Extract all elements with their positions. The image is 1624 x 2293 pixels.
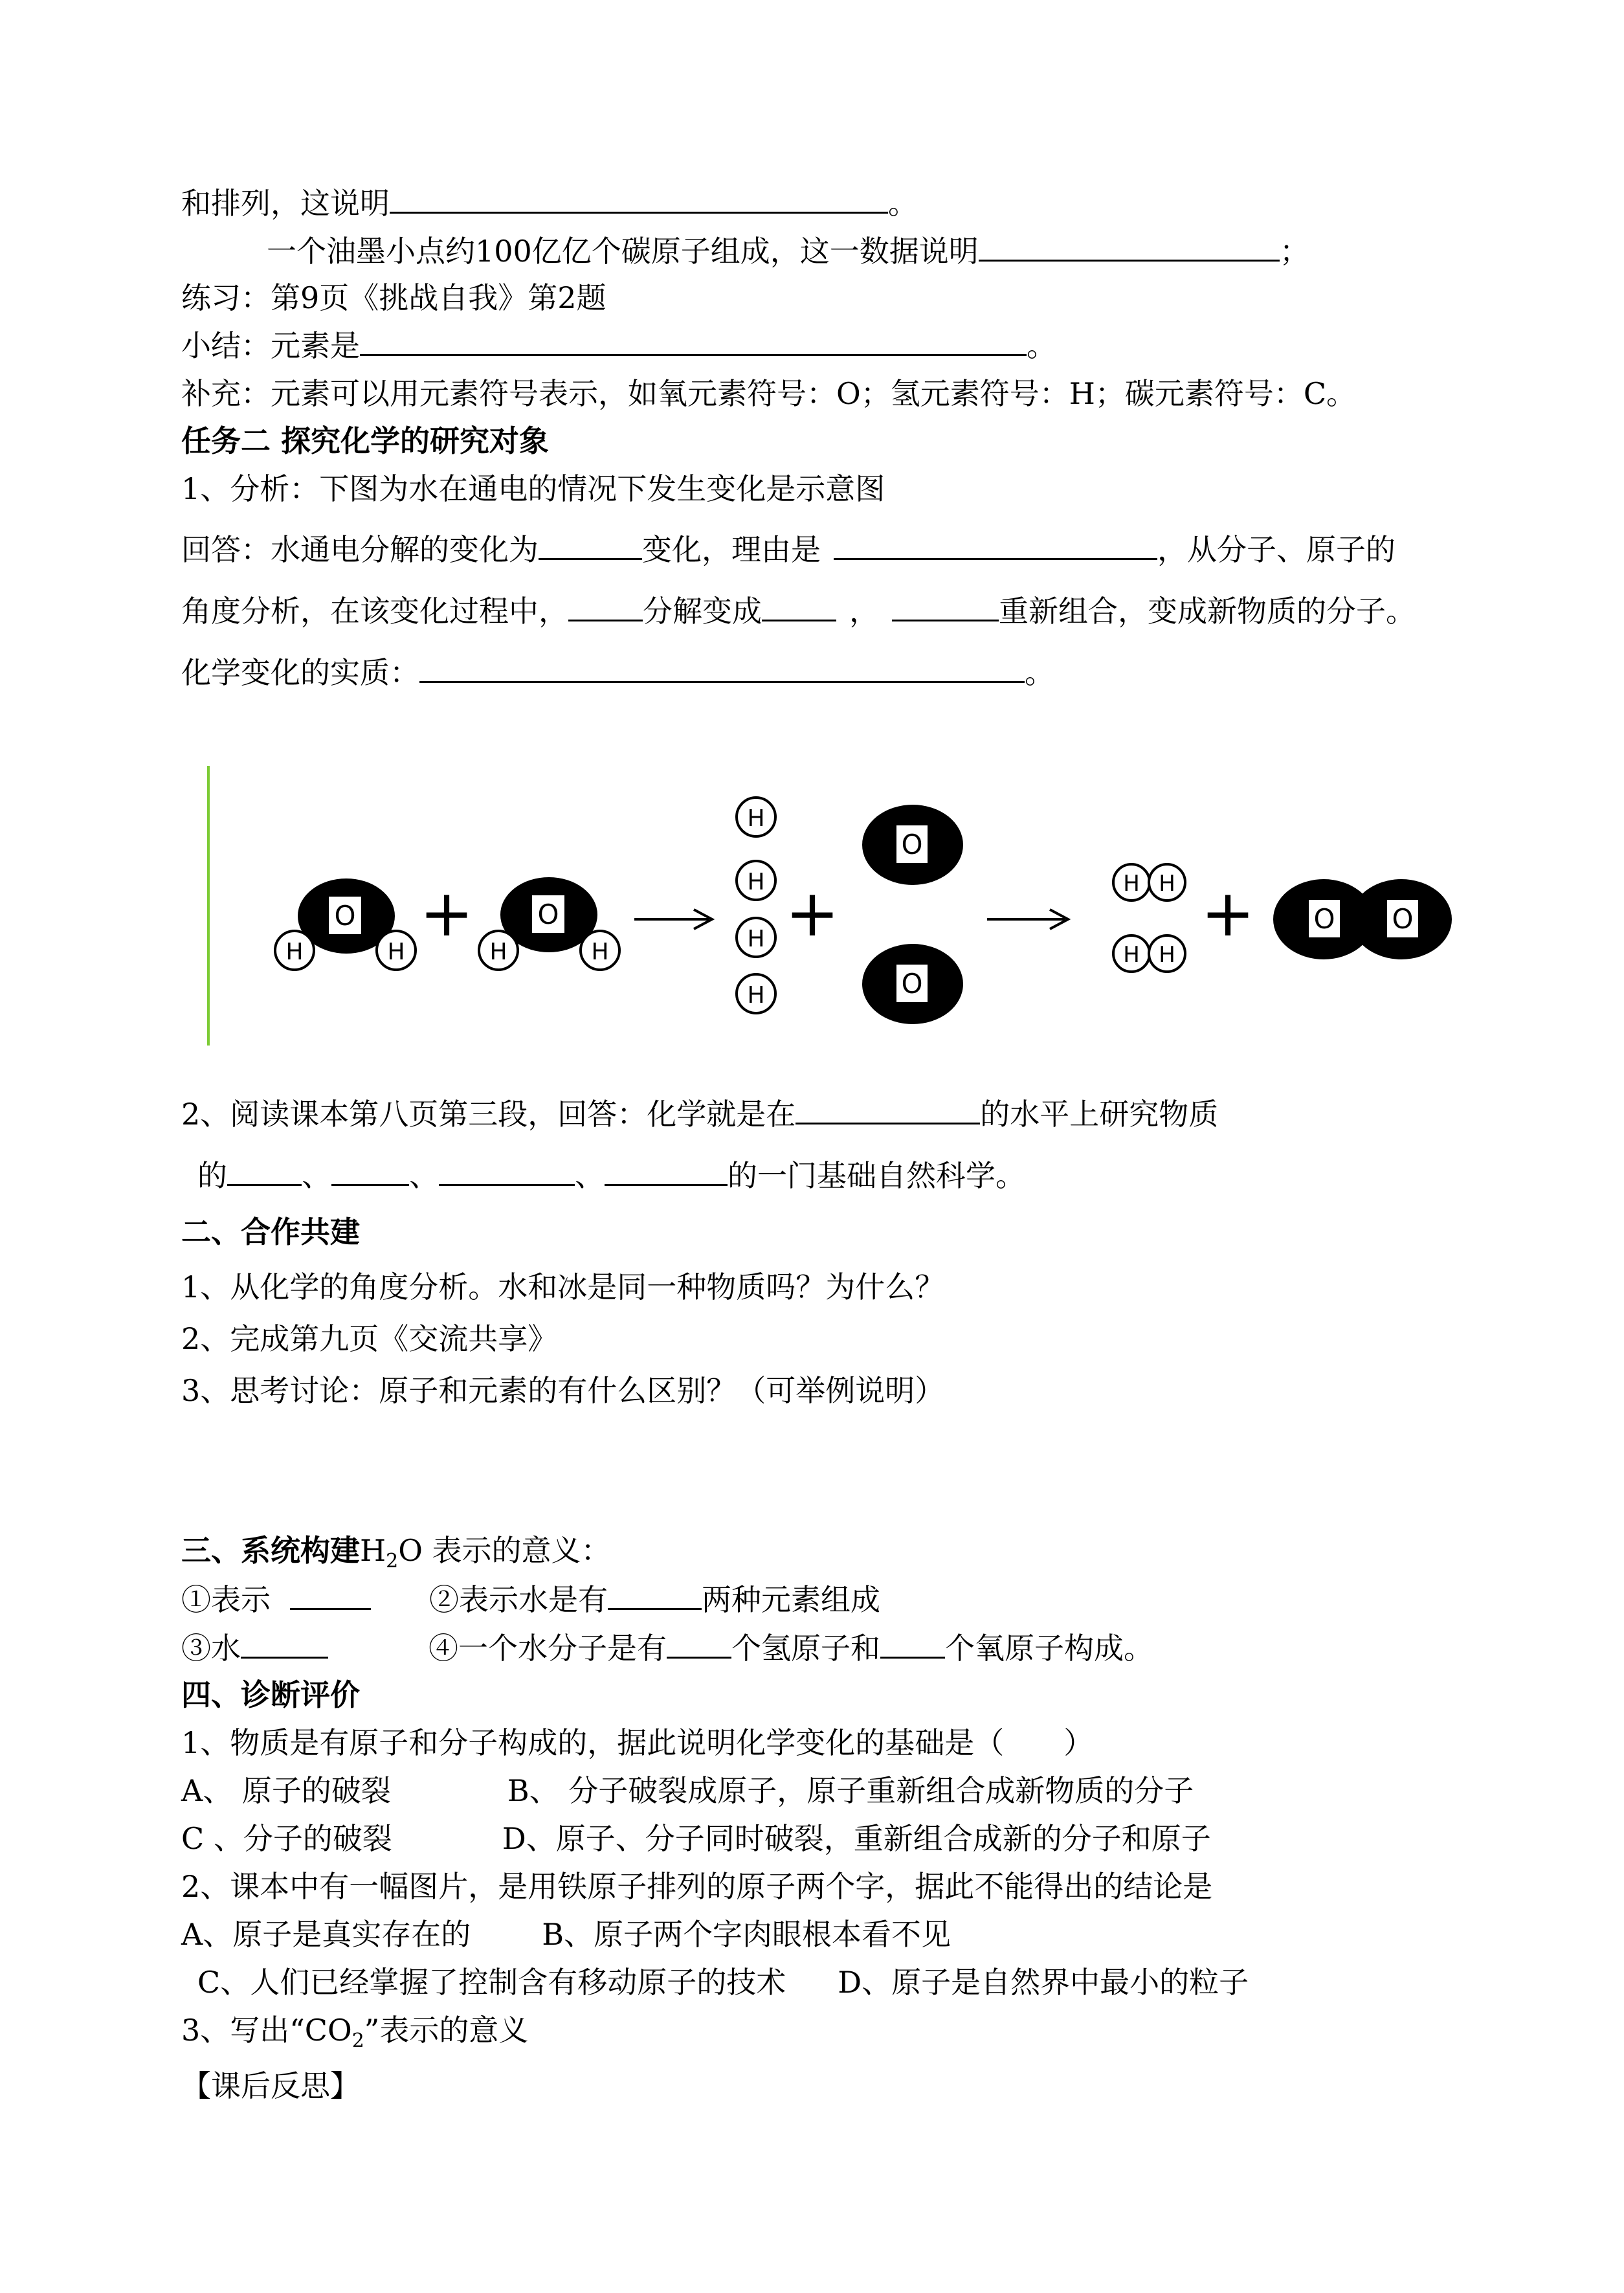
answer-blank[interactable] (241, 1628, 328, 1659)
line-text: 的一门基础自然科学。 (728, 1158, 1025, 1193)
water-molecule (479, 877, 619, 970)
section-heading (181, 421, 549, 460)
text-line (181, 1915, 951, 1954)
text-line (181, 1867, 1212, 1906)
oxygen-label: O (1392, 903, 1414, 935)
text-line (181, 1371, 944, 1410)
line-text: 、 (409, 1158, 439, 1193)
line-text: 、 (302, 1158, 331, 1193)
section-heading (181, 1213, 360, 1251)
hydrogen-label: H (1159, 871, 1175, 897)
text-line (181, 2011, 528, 2061)
hydrogen-molecules (1113, 864, 1185, 972)
answer-blank[interactable] (227, 1156, 302, 1186)
heading-text: 任务二 探究化学的研究对象 (181, 423, 550, 458)
text-line (267, 231, 1309, 271)
text-line (181, 1319, 557, 1358)
line-text: 1、分析：下图为水在通电的情况下发生变化是示意图 (181, 471, 885, 506)
text-line (197, 1156, 1025, 1195)
line-text: ③水 (181, 1631, 241, 1666)
answer-blank[interactable] (439, 1156, 575, 1186)
plus-sign: + (785, 875, 840, 951)
line-text: 化学变化的实质： (181, 655, 419, 690)
answer-blank[interactable] (880, 1628, 945, 1659)
answer-blank[interactable] (331, 1156, 409, 1186)
oxygen-label: O (901, 829, 923, 860)
answer-blank[interactable] (608, 1580, 702, 1610)
option-d: D、原子是自然界中最小的粒子 (838, 1965, 1249, 2000)
text-line (181, 1580, 880, 1619)
line-text: 2、课本中有一幅图片，是用铁原子排列的原子两个字，据此不能得出的结论是 (181, 1869, 1213, 1904)
line-text: 角度分析，在该变化过程中， (181, 594, 568, 629)
line-text: 3、思考讨论：原子和元素的有什么区别？（可举例说明） (181, 1373, 945, 1408)
formula-subscript: 2 (386, 1550, 399, 1573)
hydrogen-label: H (1123, 871, 1140, 897)
text-line (181, 1628, 1153, 1668)
answer-blank[interactable] (390, 183, 888, 214)
hydrogen-label: H (747, 926, 765, 952)
text-line (181, 653, 1054, 692)
oxygen-label: O (901, 968, 923, 1000)
line-text: 个氧原子构成。 (945, 1631, 1153, 1666)
answer-blank[interactable] (834, 530, 1157, 560)
line-text: ， (849, 594, 879, 629)
text-line (181, 1094, 1218, 1134)
heading-text: 二、合作共建 (181, 1214, 360, 1249)
section-heading (181, 1675, 360, 1714)
answer-blank[interactable] (762, 591, 836, 621)
section-heading (181, 1531, 611, 1581)
plus-sign: + (1201, 875, 1255, 951)
answer-blank[interactable] (360, 326, 1027, 356)
answer-blank[interactable] (892, 591, 999, 621)
hydrogen-atoms (737, 798, 775, 1013)
reaction-arrow-icon (987, 910, 1068, 929)
hydrogen-label: H (1123, 942, 1140, 968)
heading-text: 三、系统构建 (181, 1533, 360, 1568)
line-text: ”表示的意义 (364, 2013, 529, 2048)
hydrogen-label: H (285, 939, 304, 965)
hydrogen-label: H (489, 939, 507, 965)
line-text: 1、物质是有原子和分子构成的，据此说明化学变化的基础是（ ） (181, 1725, 1094, 1760)
hydrogen-label: H (747, 869, 765, 895)
line-text: 两种元素组成 (702, 1582, 880, 1617)
oxygen-molecule (1273, 879, 1452, 959)
line-text: 。 (888, 186, 918, 221)
line-text: 的水平上研究物质 (980, 1097, 1219, 1132)
line-text: 练习：第9页《挑战自我》第2题 (181, 280, 606, 315)
answer-blank[interactable] (419, 653, 1025, 683)
text-line (181, 591, 1416, 631)
oxygen-label: O (1313, 903, 1335, 935)
text-line (181, 278, 606, 317)
option-b: B、 分子破裂成原子，原子重新组合成新物质的分子 (507, 1773, 1194, 1808)
line-text: ，从分子、原子的 (1157, 532, 1396, 567)
line-text: 小结：元素是 (181, 328, 360, 363)
formula-text: H (360, 1533, 386, 1568)
text-line (181, 1819, 1211, 1858)
heading-text: 【课后反思】 (181, 2068, 360, 2103)
option-b: B、原子两个字肉眼根本看不见 (542, 1917, 951, 1952)
option-a: A、原子是真实存在的 (181, 1917, 471, 1952)
line-text: 回答：水通电分解的变化为 (181, 532, 539, 567)
line-text: ； (1279, 234, 1309, 269)
hydrogen-label: H (387, 939, 405, 965)
text-line (181, 1723, 1093, 1762)
answer-blank[interactable] (979, 231, 1280, 262)
line-text: 和排列，这说明 (181, 186, 390, 221)
line-text: 2、阅读课本第八页第三段，回答：化学就是在 (181, 1097, 796, 1132)
line-text: O 表示的意义： (398, 1533, 611, 1568)
answer-blank[interactable] (795, 1094, 980, 1124)
hydrogen-label: H (747, 982, 765, 1009)
text-line (181, 1771, 1194, 1810)
reaction-arrow-icon (634, 910, 712, 929)
heading-text: 四、诊断评价 (181, 1677, 360, 1712)
text-line (181, 469, 885, 508)
oxygen-label: O (334, 900, 356, 932)
formula-subscript: 2 (351, 2030, 364, 2053)
line-text: 重新组合，变成新物质的分子。 (999, 594, 1416, 629)
line-text: 、 (575, 1158, 605, 1193)
line-text: 个氢原子和 (731, 1631, 880, 1666)
line-text: ②表示水是有 (429, 1582, 608, 1617)
option-c: C、人们已经掌握了控制含有移动原子的技术 (197, 1965, 786, 2000)
line-text: 一个油墨小点约100亿亿个碳原子组成，这一数据说明 (267, 234, 979, 269)
line-text: 分解变成 (643, 594, 762, 629)
text-line (181, 326, 1056, 365)
water-electrolysis-diagram (194, 761, 1489, 1046)
oxygen-atoms (862, 805, 963, 1024)
answer-blank[interactable] (605, 1156, 728, 1186)
option-c: C 、分子的破裂 (181, 1821, 392, 1856)
plus-sign: + (419, 875, 474, 951)
line-text: 的 (197, 1158, 227, 1193)
oxygen-label: O (537, 899, 559, 930)
section-heading (181, 2066, 360, 2105)
line-text: 2、完成第九页《交流共享》 (181, 1321, 558, 1356)
text-line (197, 1963, 1249, 2002)
line-text: 3、写出“CO (181, 2013, 352, 2048)
option-a: A、 原子的破裂 (181, 1773, 391, 1808)
water-molecule (275, 878, 416, 970)
line-text: 。 (1025, 655, 1054, 690)
line-text: 补充：元素可以用元素符号表示，如氧元素符号：O；氢元素符号：H；碳元素符号：C。 (181, 376, 1357, 411)
answer-blank[interactable] (539, 530, 642, 560)
line-text: ④一个水分子是有 (428, 1631, 667, 1666)
text-line (181, 183, 918, 223)
answer-blank[interactable] (667, 1628, 731, 1659)
hydrogen-label: H (591, 939, 609, 965)
text-line (181, 1268, 944, 1306)
line-text: 。 (1027, 328, 1056, 363)
answer-blank[interactable] (290, 1580, 371, 1610)
option-d: D、原子、分子同时破裂，重新组合成新的分子和原子 (502, 1821, 1211, 1856)
hydrogen-label: H (1159, 942, 1175, 968)
line-text: 变化，理由是 (642, 532, 821, 567)
line-text: ①表示 (181, 1582, 271, 1617)
text-line (181, 374, 1356, 413)
answer-blank[interactable] (568, 591, 643, 621)
text-line (181, 530, 1396, 569)
line-text: 1、从化学的角度分析。水和冰是同一种物质吗？为什么？ (181, 1270, 945, 1304)
hydrogen-label: H (747, 805, 765, 832)
